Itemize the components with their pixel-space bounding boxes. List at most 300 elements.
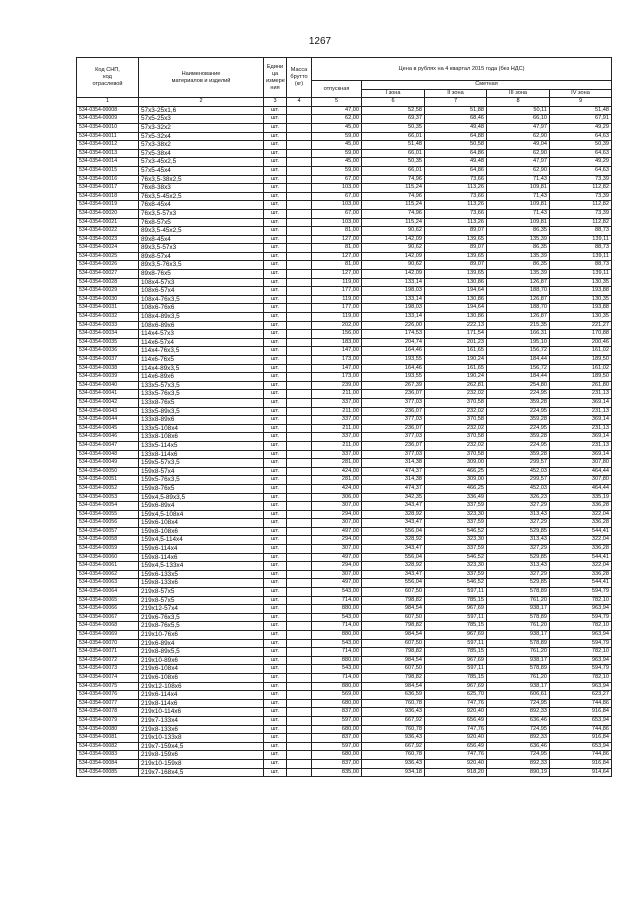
item-code: 534-0354-00037 [77, 356, 139, 365]
table-row [77, 184, 612, 193]
item-unit: шт. [264, 252, 287, 261]
price-zone-4: 139,11 [550, 270, 612, 279]
price-otpusk: 680,00 [312, 699, 362, 708]
table-row [77, 407, 612, 416]
price-zone-1: 142,09 [362, 270, 425, 279]
item-unit: шт. [264, 742, 287, 751]
item-code: 534-0354-00082 [77, 742, 139, 751]
price-otpusk: 281,00 [312, 459, 362, 468]
item-name: 133х8-76х5 [139, 398, 264, 407]
item-name: 76х3,5-38х2,5 [139, 175, 264, 184]
item-code: 534-0354-00043 [77, 407, 139, 416]
price-otpusk: 837,00 [312, 759, 362, 768]
item-code: 534-0354-00019 [77, 201, 139, 210]
item-name: 159х4,5-89х3,5 [139, 493, 264, 502]
item-mass [287, 476, 312, 485]
item-unit: шт. [264, 407, 287, 416]
price-zone-2: 222,13 [425, 321, 487, 330]
table-row [77, 218, 612, 227]
item-unit: шт. [264, 115, 287, 124]
price-zone-4: 336,28 [550, 502, 612, 511]
item-code: 534-0354-00044 [77, 416, 139, 425]
price-zone-2: 747,76 [425, 699, 487, 708]
price-zone-3: 938,17 [487, 605, 550, 614]
price-zone-3: 184,44 [487, 373, 550, 382]
price-otpusk: 281,00 [312, 476, 362, 485]
price-zone-1: 198,03 [362, 287, 425, 296]
price-zone-4: 231,13 [550, 390, 612, 399]
item-code: 534-0354-00039 [77, 373, 139, 382]
price-zone-4: 193,88 [550, 304, 612, 313]
item-code: 534-0354-00064 [77, 588, 139, 597]
price-zone-3: 62,90 [487, 149, 550, 158]
price-zone-4: 963,94 [550, 631, 612, 640]
price-zone-2: 190,24 [425, 356, 487, 365]
item-code: 534-0354-00062 [77, 570, 139, 579]
table-row [77, 433, 612, 442]
item-unit: шт. [264, 476, 287, 485]
table-row [77, 588, 612, 597]
price-zone-2: 171,54 [425, 330, 487, 339]
item-unit: шт. [264, 484, 287, 493]
price-zone-4: 50,39 [550, 141, 612, 150]
price-zone-1: 607,50 [362, 665, 425, 674]
price-zone-2: 139,65 [425, 252, 487, 261]
table-row [77, 553, 612, 562]
item-code: 534-0354-00051 [77, 476, 139, 485]
price-zone-4: 189,50 [550, 356, 612, 365]
price-zone-2: 337,59 [425, 519, 487, 528]
price-zone-4: 322,04 [550, 536, 612, 545]
header-otpusk: отпускная [312, 81, 362, 98]
price-zone-3: 86,35 [487, 227, 550, 236]
item-mass [287, 184, 312, 193]
item-unit: шт. [264, 716, 287, 725]
table-row [77, 235, 612, 244]
price-zone-2: 194,64 [425, 304, 487, 313]
item-mass [287, 390, 312, 399]
price-otpusk: 127,00 [312, 252, 362, 261]
table-row [77, 579, 612, 588]
column-number: 9 [550, 98, 612, 107]
price-zone-3: 636,46 [487, 742, 550, 751]
price-zone-4: 307,80 [550, 459, 612, 468]
item-name: 159х4,5-114х4 [139, 536, 264, 545]
item-unit: шт. [264, 321, 287, 330]
item-code: 534-0354-00071 [77, 648, 139, 657]
price-zone-4: 336,28 [550, 545, 612, 554]
item-mass [287, 373, 312, 382]
item-name: 133х5-76х3,5 [139, 390, 264, 399]
price-otpusk: 597,00 [312, 742, 362, 751]
price-zone-3: 892,33 [487, 759, 550, 768]
price-zone-2: 201,23 [425, 338, 487, 347]
price-zone-3: 452,03 [487, 467, 550, 476]
price-zone-3: 890,19 [487, 768, 550, 777]
item-name: 114х6-57х4 [139, 338, 264, 347]
item-unit: шт. [264, 519, 287, 528]
table-row [77, 227, 612, 236]
item-unit: шт. [264, 270, 287, 279]
price-otpusk: 714,00 [312, 596, 362, 605]
table-row [77, 364, 612, 373]
price-otpusk: 543,00 [312, 588, 362, 597]
price-otpusk: 307,00 [312, 519, 362, 528]
table-row [77, 742, 612, 751]
item-code: 534-0354-00025 [77, 252, 139, 261]
price-zone-4: 67,91 [550, 115, 612, 124]
item-code: 534-0354-00055 [77, 510, 139, 519]
price-otpusk: 45,00 [312, 141, 362, 150]
item-mass [287, 484, 312, 493]
item-mass [287, 751, 312, 760]
item-name: 219х7-159х4,5 [139, 742, 264, 751]
price-zone-1: 984,54 [362, 631, 425, 640]
table-row [77, 141, 612, 150]
price-zone-3: 761,20 [487, 622, 550, 631]
table-row [77, 459, 612, 468]
item-unit: шт. [264, 244, 287, 253]
price-otpusk: 67,00 [312, 192, 362, 201]
item-unit: шт. [264, 493, 287, 502]
item-name: 159х8-76х5 [139, 484, 264, 493]
price-zone-1: 50,35 [362, 123, 425, 132]
price-zone-4: 307,80 [550, 476, 612, 485]
price-zone-2: 190,24 [425, 373, 487, 382]
price-zone-3: 299,57 [487, 459, 550, 468]
price-zone-1: 343,47 [362, 519, 425, 528]
price-zone-1: 236,07 [362, 390, 425, 399]
price-zone-4: 193,88 [550, 287, 612, 296]
item-code: 534-0354-00028 [77, 278, 139, 287]
price-zone-3: 892,33 [487, 734, 550, 743]
price-zone-1: 328,92 [362, 536, 425, 545]
price-zone-3: 224,95 [487, 441, 550, 450]
price-zone-1: 74,96 [362, 175, 425, 184]
price-zone-3: 452,03 [487, 484, 550, 493]
price-otpusk: 81,00 [312, 261, 362, 270]
price-zone-1: 798,82 [362, 596, 425, 605]
table-row [77, 596, 612, 605]
item-unit: шт. [264, 373, 287, 382]
price-zone-3: 938,17 [487, 682, 550, 691]
price-zone-4: 49,29 [550, 158, 612, 167]
item-code: 534-0354-00015 [77, 166, 139, 175]
price-zone-2: 920,40 [425, 734, 487, 743]
header-zone-1: I зона [362, 89, 425, 98]
price-zone-4: 161,02 [550, 347, 612, 356]
price-zone-3: 938,17 [487, 656, 550, 665]
item-mass [287, 364, 312, 373]
price-zone-1: 164,46 [362, 364, 425, 373]
price-zone-3: 359,28 [487, 450, 550, 459]
item-code: 534-0354-00049 [77, 459, 139, 468]
price-zone-2: 785,15 [425, 596, 487, 605]
table-row [77, 639, 612, 648]
item-name: 76х3,5-45х2,5 [139, 192, 264, 201]
table-row [77, 270, 612, 279]
price-zone-1: 74,96 [362, 192, 425, 201]
price-zone-1: 474,37 [362, 484, 425, 493]
item-code: 534-0354-00030 [77, 295, 139, 304]
price-otpusk: 337,00 [312, 450, 362, 459]
item-mass [287, 699, 312, 708]
item-name: 159х4,5-108х4 [139, 510, 264, 519]
price-zone-1: 90,62 [362, 261, 425, 270]
price-zone-3: 109,81 [487, 201, 550, 210]
item-unit: шт. [264, 673, 287, 682]
item-mass [287, 665, 312, 674]
item-mass [287, 201, 312, 210]
price-zone-3: 313,43 [487, 562, 550, 571]
item-mass [287, 536, 312, 545]
price-zone-4: 914,64 [550, 768, 612, 777]
item-name: 219х10-114х6 [139, 708, 264, 717]
price-zone-1: 607,50 [362, 588, 425, 597]
table-row [77, 502, 612, 511]
price-zone-3: 188,70 [487, 287, 550, 296]
price-zone-3: 938,17 [487, 631, 550, 640]
item-code: 534-0354-00034 [77, 330, 139, 339]
table-row [77, 493, 612, 502]
price-zone-2: 139,65 [425, 270, 487, 279]
price-otpusk: 837,00 [312, 708, 362, 717]
price-zone-1: 52,58 [362, 106, 425, 115]
item-name: 114х6-89х6 [139, 373, 264, 382]
price-zone-3: 224,95 [487, 424, 550, 433]
item-code: 534-0354-00058 [77, 536, 139, 545]
item-mass [287, 467, 312, 476]
price-zone-1: 984,54 [362, 605, 425, 614]
price-otpusk: 119,00 [312, 313, 362, 322]
item-mass [287, 605, 312, 614]
item-name: 57х3-32х2 [139, 123, 264, 132]
item-mass [287, 356, 312, 365]
item-name: 219х8-159х6 [139, 751, 264, 760]
item-unit: шт. [264, 441, 287, 450]
price-otpusk: 202,00 [312, 321, 362, 330]
item-unit: шт. [264, 287, 287, 296]
table-row [77, 467, 612, 476]
item-name: 114х4-57х3 [139, 330, 264, 339]
item-mass [287, 639, 312, 648]
item-unit: шт. [264, 175, 287, 184]
item-code: 534-0354-00065 [77, 596, 139, 605]
item-name: 159х6-114х4 [139, 545, 264, 554]
item-mass [287, 768, 312, 777]
price-zone-2: 546,52 [425, 579, 487, 588]
price-zone-4: 112,82 [550, 218, 612, 227]
item-mass [287, 673, 312, 682]
price-zone-4: 782,10 [550, 648, 612, 657]
table-row [77, 398, 612, 407]
price-zone-4: 623,27 [550, 691, 612, 700]
price-zone-2: 597,11 [425, 665, 487, 674]
header-smetnaya: Сметная [362, 81, 612, 90]
price-zone-4: 73,39 [550, 209, 612, 218]
price-zone-2: 73,66 [425, 209, 487, 218]
price-zone-4: 335,19 [550, 493, 612, 502]
price-zone-2: 625,70 [425, 691, 487, 700]
price-zone-1: 115,24 [362, 201, 425, 210]
item-mass [287, 682, 312, 691]
item-name: 159х8-133х6 [139, 579, 264, 588]
price-otpusk: 127,00 [312, 270, 362, 279]
item-mass [287, 338, 312, 347]
item-name: 133х8-114х6 [139, 450, 264, 459]
item-name: 219х8-76х5,5 [139, 622, 264, 631]
price-zone-2: 130,86 [425, 278, 487, 287]
item-mass [287, 149, 312, 158]
item-mass [287, 209, 312, 218]
table-row [77, 648, 612, 657]
item-unit: шт. [264, 338, 287, 347]
item-name: 57х5-45х4 [139, 166, 264, 175]
price-zone-3: 606,61 [487, 691, 550, 700]
price-zone-1: 133,14 [362, 313, 425, 322]
price-zone-3: 71,43 [487, 175, 550, 184]
price-zone-3: 761,20 [487, 673, 550, 682]
price-otpusk: 103,00 [312, 184, 362, 193]
item-mass [287, 459, 312, 468]
item-name: 159х6-108х4 [139, 519, 264, 528]
item-mass [287, 261, 312, 270]
price-zone-4: 653,94 [550, 742, 612, 751]
item-mass [287, 330, 312, 339]
table-row [77, 416, 612, 425]
price-otpusk: 880,00 [312, 656, 362, 665]
table-row [77, 338, 612, 347]
item-mass [287, 141, 312, 150]
price-zone-1: 556,04 [362, 579, 425, 588]
item-mass [287, 553, 312, 562]
price-zone-2: 747,76 [425, 751, 487, 760]
item-code: 534-0354-00017 [77, 184, 139, 193]
table-row [77, 321, 612, 330]
table-row [77, 545, 612, 554]
price-otpusk: 211,00 [312, 441, 362, 450]
price-zone-4: 782,10 [550, 596, 612, 605]
price-zone-1: 984,54 [362, 682, 425, 691]
price-zone-2: 49,48 [425, 123, 487, 132]
item-mass [287, 527, 312, 536]
table-row [77, 330, 612, 339]
price-otpusk: 880,00 [312, 605, 362, 614]
item-unit: шт. [264, 734, 287, 743]
price-zone-2: 130,86 [425, 313, 487, 322]
price-zone-3: 135,39 [487, 235, 550, 244]
item-code: 534-0354-00008 [77, 106, 139, 115]
item-name: 159х6-133х5 [139, 570, 264, 579]
table-row [77, 673, 612, 682]
price-zone-4: 544,41 [550, 527, 612, 536]
item-unit: шт. [264, 699, 287, 708]
price-zone-2: 597,11 [425, 613, 487, 622]
price-otpusk: 211,00 [312, 424, 362, 433]
price-otpusk: 306,00 [312, 493, 362, 502]
price-zone-4: 221,27 [550, 321, 612, 330]
item-unit: шт. [264, 553, 287, 562]
item-code: 534-0354-00084 [77, 759, 139, 768]
header-mass: Масса брутто (кг) [287, 58, 312, 98]
item-name: 219х8-133х6 [139, 725, 264, 734]
price-zone-1: 69,37 [362, 115, 425, 124]
table-row [77, 484, 612, 493]
item-name: 76х3,5-57х3 [139, 209, 264, 218]
price-otpusk: 67,00 [312, 175, 362, 184]
price-zone-3: 529,85 [487, 579, 550, 588]
table-row [77, 622, 612, 631]
price-zone-2: 64,88 [425, 132, 487, 141]
price-zone-4: 73,39 [550, 175, 612, 184]
price-zone-4: 231,13 [550, 424, 612, 433]
table-row [77, 390, 612, 399]
price-zone-4: 916,84 [550, 708, 612, 717]
item-mass [287, 450, 312, 459]
item-code: 534-0354-00013 [77, 149, 139, 158]
price-zone-1: 267,39 [362, 381, 425, 390]
price-zone-2: 73,66 [425, 192, 487, 201]
item-mass [287, 252, 312, 261]
price-zone-3: 326,23 [487, 493, 550, 502]
price-zone-1: 115,24 [362, 184, 425, 193]
price-zone-4: 139,11 [550, 252, 612, 261]
item-unit: шт. [264, 588, 287, 597]
item-mass [287, 648, 312, 657]
item-name: 89х3,5-57х3 [139, 244, 264, 253]
item-code: 534-0354-00040 [77, 381, 139, 390]
price-zone-3: 578,89 [487, 588, 550, 597]
price-zone-4: 161,02 [550, 364, 612, 373]
item-mass [287, 287, 312, 296]
price-zone-4: 112,82 [550, 184, 612, 193]
table-row [77, 759, 612, 768]
price-otpusk: 307,00 [312, 545, 362, 554]
item-unit: шт. [264, 613, 287, 622]
price-zone-4: 369,14 [550, 433, 612, 442]
price-zone-1: 377,03 [362, 450, 425, 459]
price-zone-1: 198,03 [362, 304, 425, 313]
item-code: 534-0354-00072 [77, 656, 139, 665]
item-code: 534-0354-00076 [77, 691, 139, 700]
price-otpusk: 119,00 [312, 295, 362, 304]
price-otpusk: 880,00 [312, 682, 362, 691]
price-otpusk: 239,00 [312, 381, 362, 390]
item-unit: шт. [264, 158, 287, 167]
item-unit: шт. [264, 691, 287, 700]
price-zone-4: 51,48 [550, 106, 612, 115]
price-zone-4: 744,86 [550, 699, 612, 708]
item-code: 534-0354-00080 [77, 725, 139, 734]
item-unit: шт. [264, 123, 287, 132]
price-zone-2: 262,81 [425, 381, 487, 390]
item-unit: шт. [264, 184, 287, 193]
price-zone-4: 322,04 [550, 562, 612, 571]
price-zone-1: 133,14 [362, 295, 425, 304]
price-zone-1: 343,47 [362, 570, 425, 579]
price-zone-3: 166,31 [487, 330, 550, 339]
price-zone-4: 336,28 [550, 570, 612, 579]
price-zone-4: 963,94 [550, 656, 612, 665]
price-otpusk: 81,00 [312, 244, 362, 253]
price-zone-1: 936,43 [362, 708, 425, 717]
table-row [77, 252, 612, 261]
price-zone-1: 798,82 [362, 622, 425, 631]
item-name: 57х3-38х2 [139, 141, 264, 150]
price-otpusk: 103,00 [312, 218, 362, 227]
price-zone-2: 232,02 [425, 407, 487, 416]
item-mass [287, 192, 312, 201]
